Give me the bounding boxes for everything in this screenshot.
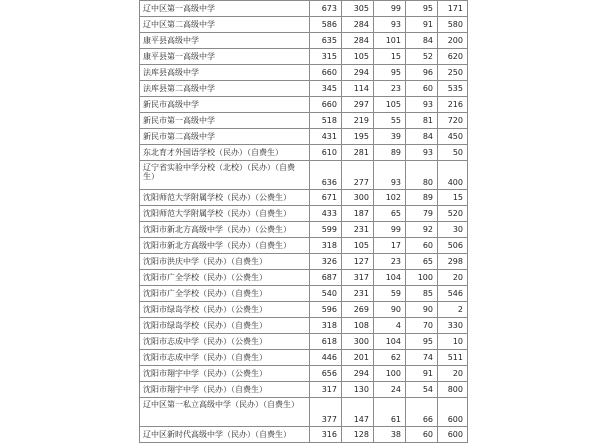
table-row: [140, 222, 468, 238]
table-row: [140, 113, 468, 129]
value-cell-1: 316: [310, 427, 342, 443]
table-row: [140, 145, 468, 161]
school-name-cell: 沈阳师范大学附属学校（民办）（自费生）: [140, 206, 310, 222]
value-cell-2: 277: [342, 161, 374, 190]
value-cell-2: 187: [342, 206, 374, 222]
value-cell-2: 231: [342, 286, 374, 302]
value-cell-4: 96: [406, 65, 438, 81]
school-name-cell: 法库县第二高级中学: [140, 81, 310, 97]
value-cell-2: 305: [342, 1, 374, 17]
school-name-cell: 沈阳市广全学校（民办）（自费生）: [140, 286, 310, 302]
value-cell-1: 671: [310, 190, 342, 206]
value-cell-2: 284: [342, 33, 374, 49]
value-cell-1: 345: [310, 81, 342, 97]
value-cell-5: 600: [438, 427, 468, 443]
value-cell-2: 105: [342, 238, 374, 254]
value-cell-4: 91: [406, 366, 438, 382]
table-row: [140, 427, 468, 443]
value-cell-4: 65: [406, 254, 438, 270]
table-row: [140, 190, 468, 206]
value-cell-4: 85: [406, 286, 438, 302]
value-cell-4: 84: [406, 33, 438, 49]
value-cell-5: 535: [438, 81, 468, 97]
value-cell-3: 39: [374, 129, 406, 145]
school-name-cell: 沈阳市翔宇中学（民办）（自费生）: [140, 382, 310, 398]
value-cell-5: 330: [438, 318, 468, 334]
school-name-cell: 辽中区第二高级中学: [140, 17, 310, 33]
value-cell-4: 91: [406, 17, 438, 33]
value-cell-2: 231: [342, 222, 374, 238]
school-name-cell: 新民市第二高级中学: [140, 129, 310, 145]
table-row: [140, 97, 468, 113]
table-row: [140, 129, 468, 145]
value-cell-2: 269: [342, 302, 374, 318]
value-cell-3: 105: [374, 97, 406, 113]
value-cell-3: 62: [374, 350, 406, 366]
value-cell-5: 546: [438, 286, 468, 302]
table-row: [140, 318, 468, 334]
value-cell-1: 540: [310, 286, 342, 302]
value-cell-2: 300: [342, 190, 374, 206]
value-cell-3: 4: [374, 318, 406, 334]
value-cell-3: 90: [374, 302, 406, 318]
value-cell-3: 89: [374, 145, 406, 161]
value-cell-3: 93: [374, 161, 406, 190]
school-name-cell: 沈阳市翔宇中学（民办）（公费生）: [140, 366, 310, 382]
value-cell-4: 92: [406, 222, 438, 238]
value-cell-3: 93: [374, 17, 406, 33]
table-row: [140, 350, 468, 366]
value-cell-4: 93: [406, 145, 438, 161]
table-row: [140, 334, 468, 350]
school-name-cell: 沈阳市新北方高级中学（民办）（自费生）: [140, 238, 310, 254]
score-table: [139, 0, 468, 443]
school-name-cell: 沈阳市新北方高级中学（民办）（公费生）: [140, 222, 310, 238]
value-cell-4: 60: [406, 427, 438, 443]
value-cell-4: 54: [406, 382, 438, 398]
value-cell-5: 50: [438, 145, 468, 161]
value-cell-1: 660: [310, 65, 342, 81]
value-cell-5: 580: [438, 17, 468, 33]
value-cell-3: 15: [374, 49, 406, 65]
school-name-cell: 辽中区新时代高级中学（民办）（自费生）: [140, 427, 310, 443]
value-cell-1: 317: [310, 382, 342, 398]
value-cell-3: 65: [374, 206, 406, 222]
value-cell-5: 620: [438, 49, 468, 65]
value-cell-1: 446: [310, 350, 342, 366]
value-cell-3: 55: [374, 113, 406, 129]
value-cell-5: 400: [438, 161, 468, 190]
value-cell-1: 599: [310, 222, 342, 238]
value-cell-2: 201: [342, 350, 374, 366]
table-row: [140, 206, 468, 222]
value-cell-2: 128: [342, 427, 374, 443]
table-row: [140, 238, 468, 254]
table-row: [140, 33, 468, 49]
value-cell-4: 79: [406, 206, 438, 222]
value-cell-2: 281: [342, 145, 374, 161]
value-cell-5: 511: [438, 350, 468, 366]
value-cell-3: 102: [374, 190, 406, 206]
value-cell-1: 326: [310, 254, 342, 270]
value-cell-2: 300: [342, 334, 374, 350]
school-name-cell: 法库县高级中学: [140, 65, 310, 81]
value-cell-2: 317: [342, 270, 374, 286]
value-cell-2: 105: [342, 49, 374, 65]
value-cell-1: 377: [310, 398, 342, 427]
value-cell-3: 95: [374, 65, 406, 81]
table-row: [140, 65, 468, 81]
school-name-cell: 康平县高级中学: [140, 33, 310, 49]
value-cell-4: 81: [406, 113, 438, 129]
value-cell-4: 52: [406, 49, 438, 65]
value-cell-1: 618: [310, 334, 342, 350]
value-cell-5: 720: [438, 113, 468, 129]
value-cell-5: 20: [438, 270, 468, 286]
value-cell-1: 318: [310, 238, 342, 254]
value-cell-5: 600: [438, 398, 468, 427]
value-cell-5: 171: [438, 1, 468, 17]
value-cell-4: 74: [406, 350, 438, 366]
value-cell-1: 431: [310, 129, 342, 145]
table-row: [140, 270, 468, 286]
value-cell-1: 656: [310, 366, 342, 382]
value-cell-3: 59: [374, 286, 406, 302]
value-cell-4: 60: [406, 238, 438, 254]
value-cell-5: 450: [438, 129, 468, 145]
value-cell-2: 297: [342, 97, 374, 113]
school-name-cell: 沈阳市广全学校（民办）（公费生）: [140, 270, 310, 286]
value-cell-4: 80: [406, 161, 438, 190]
table-row: [140, 286, 468, 302]
value-cell-2: 294: [342, 65, 374, 81]
table-row: [140, 161, 468, 190]
value-cell-4: 100: [406, 270, 438, 286]
value-cell-3: 100: [374, 366, 406, 382]
value-cell-2: 114: [342, 81, 374, 97]
value-cell-5: 800: [438, 382, 468, 398]
value-cell-5: 216: [438, 97, 468, 113]
value-cell-2: 219: [342, 113, 374, 129]
value-cell-2: 127: [342, 254, 374, 270]
value-cell-5: 10: [438, 334, 468, 350]
value-cell-1: 610: [310, 145, 342, 161]
school-name-cell: 沈阳市绿岛学校（民办）（公费生）: [140, 302, 310, 318]
value-cell-1: 673: [310, 1, 342, 17]
value-cell-5: 520: [438, 206, 468, 222]
value-cell-1: 635: [310, 33, 342, 49]
value-cell-3: 104: [374, 270, 406, 286]
table-row: [140, 81, 468, 97]
table-row: [140, 49, 468, 65]
school-name-cell: 新民市高级中学: [140, 97, 310, 113]
value-cell-3: 17: [374, 238, 406, 254]
value-cell-1: 660: [310, 97, 342, 113]
value-cell-3: 104: [374, 334, 406, 350]
value-cell-4: 84: [406, 129, 438, 145]
value-cell-3: 61: [374, 398, 406, 427]
value-cell-2: 195: [342, 129, 374, 145]
table-row: [140, 302, 468, 318]
value-cell-5: 2: [438, 302, 468, 318]
value-cell-5: 200: [438, 33, 468, 49]
school-name-cell: 沈阳市绿岛学校（民办）（自费生）: [140, 318, 310, 334]
school-name-cell: 新民市第一高级中学: [140, 113, 310, 129]
table-row: [140, 1, 468, 17]
value-cell-4: 95: [406, 1, 438, 17]
value-cell-1: 518: [310, 113, 342, 129]
value-cell-5: 30: [438, 222, 468, 238]
school-name-cell: 康平县第一高级中学: [140, 49, 310, 65]
value-cell-1: 687: [310, 270, 342, 286]
value-cell-1: 596: [310, 302, 342, 318]
school-name-cell: 辽中区第一私立高级中学（民办）（自费生）: [140, 398, 310, 427]
school-name-cell: 东北育才外国语学校（民办）（自费生）: [140, 145, 310, 161]
table-row: [140, 366, 468, 382]
school-name-cell: 沈阳市洪庆中学（民办）（自费生）: [140, 254, 310, 270]
value-cell-3: 101: [374, 33, 406, 49]
value-cell-5: 20: [438, 366, 468, 382]
value-cell-3: 99: [374, 222, 406, 238]
value-cell-2: 294: [342, 366, 374, 382]
value-cell-4: 66: [406, 398, 438, 427]
value-cell-4: 70: [406, 318, 438, 334]
school-name-cell: 辽中区第一高级中学: [140, 1, 310, 17]
value-cell-5: 250: [438, 65, 468, 81]
table-row: [140, 382, 468, 398]
value-cell-5: 298: [438, 254, 468, 270]
value-cell-3: 23: [374, 81, 406, 97]
value-cell-2: 130: [342, 382, 374, 398]
value-cell-3: 23: [374, 254, 406, 270]
table-row: [140, 17, 468, 33]
school-name-cell: 沈阳师范大学附属学校（民办）（公费生）: [140, 190, 310, 206]
score-table-sheet: [139, 0, 467, 443]
value-cell-1: 315: [310, 49, 342, 65]
value-cell-4: 93: [406, 97, 438, 113]
value-cell-1: 433: [310, 206, 342, 222]
value-cell-4: 60: [406, 81, 438, 97]
value-cell-2: 284: [342, 17, 374, 33]
value-cell-2: 108: [342, 318, 374, 334]
school-name-cell: 沈阳市志成中学（民办）（公费生）: [140, 334, 310, 350]
value-cell-2: 147: [342, 398, 374, 427]
school-name-cell: 沈阳市志成中学（民办）（自费生）: [140, 350, 310, 366]
value-cell-4: 89: [406, 190, 438, 206]
value-cell-5: 15: [438, 190, 468, 206]
table-row: [140, 254, 468, 270]
school-name-cell: 辽宁省实验中学分校（北校）（民办）（自费生）: [140, 161, 310, 190]
value-cell-5: 506: [438, 238, 468, 254]
value-cell-1: 318: [310, 318, 342, 334]
value-cell-1: 636: [310, 161, 342, 190]
value-cell-3: 24: [374, 382, 406, 398]
value-cell-4: 95: [406, 334, 438, 350]
value-cell-4: 90: [406, 302, 438, 318]
value-cell-3: 99: [374, 1, 406, 17]
table-row: [140, 398, 468, 427]
value-cell-1: 586: [310, 17, 342, 33]
value-cell-3: 38: [374, 427, 406, 443]
score-table-body: [140, 1, 468, 443]
